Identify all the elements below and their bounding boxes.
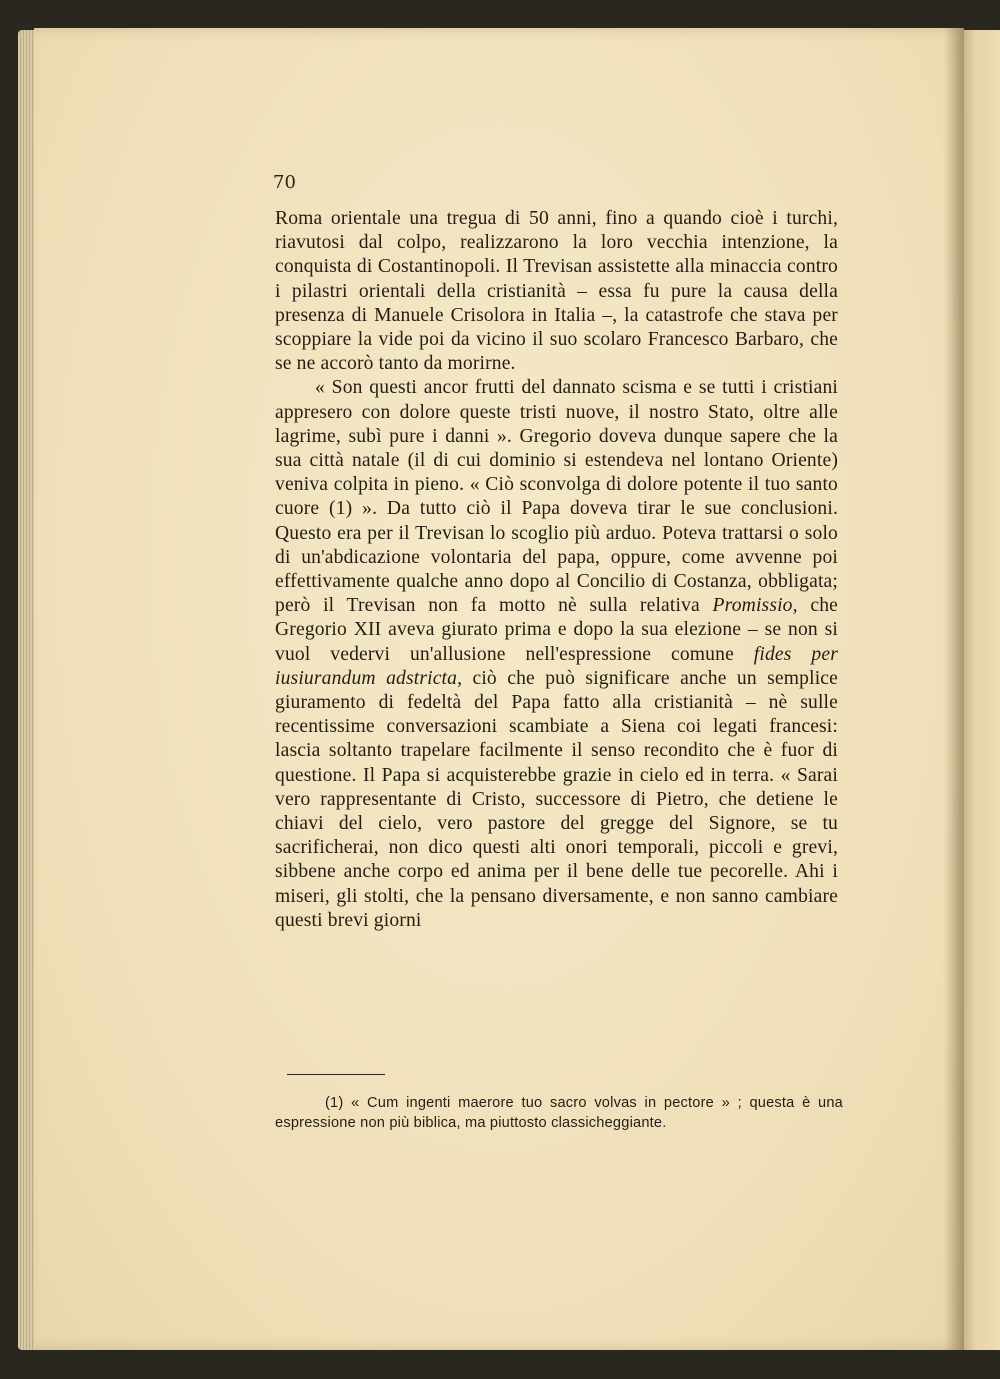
body-text [275,207,838,933]
paragraph-1: Roma orientale una tregua di 50 anni, fino a quando cioè i turchi, riavutosi dal colpo, realizzarono la loro vecchia intenzione, la conquista di Costantinopoli. Il Trevisan assistette alla minaccia contro i pilastri orientali della cristianità – essa fu pure la causa della presenza di Manuele Crisolora in Italia –, la catastrofe che stava per scoppiare la vide poi da vicino il suo scolaro Francesco Barbaro, che se ne accorò tanto da morirne. [275,208,838,375]
gutter-shadow [944,28,964,1350]
paragraph-2-part-b: che Gregorio XII aveva giurato prima e dopo la sua elezione – se non si vuol vedervi un'allusione nell'espressione comune [275,595,838,665]
page-number: 70 [273,172,296,193]
italic-promissio: Promissio, [712,595,798,617]
facing-page-edge [958,30,1000,1350]
paragraph-2 [275,376,838,933]
paragraph-2-part-c: ciò che può significare anche un semplice giuramento di fedeltà del Papa fatto alla cristianità – nè sulle recentissime conversazioni scambiate a Siena coi legati francesi: lascia soltanto trapelare facilmente il senso recondito che è fuor di questione. Il Papa si acquisterebbe grazie in cielo ed in terra. « Sarai vero rappresentante di Cristo, successore di Pietro, che detiene le chiavi del cielo, vero pastore del gregge del Signore, se tu sacrificherai, non dico questi alti onori temporali, piccoli e grevi, sibbene anche corpo ed anima per il bene delle tue pecorelle. Ahi i miseri, gli stolti, che la pensano diversamente, e non sanno cambiare questi brevi giorni [275,667,838,931]
italic-fides: fides per iusiurandum adstricta, [275,643,838,689]
footnote: (1) « Cum ingenti maerore tuo sacro volvas in pectore » ; questa è una espressione non più biblica, ma piuttosto classicheggiante. [275,1095,843,1131]
footnote-separator [287,1074,385,1075]
paragraph-2-part-a: « Son questi ancor frutti del dannato scisma e se tutti i cristiani appresero con dolore queste tristi nuove, il nostro Stato, oltre alle lagrime, subì pure i danni ». Gregorio doveva dunque sapere che la sua città natale (il di cui dominio si estendeva nel lontano Oriente) veniva colpita in pieno. « Ciò sconvolga di dolore potente il tuo santo cuore (1) ». Da tutto ciò il Papa doveva tirar le sue conclusioni. Questo era per il Trevisan lo scoglio più arduo. Poteva trattarsi o solo di un'abdicazione volontaria del papa, oppure, come avvenne poi effettivamente qualche anno dopo al Concilio di Costanza, obbligata; però il Trevisan non fa motto nè sulla relativa [275,377,838,617]
